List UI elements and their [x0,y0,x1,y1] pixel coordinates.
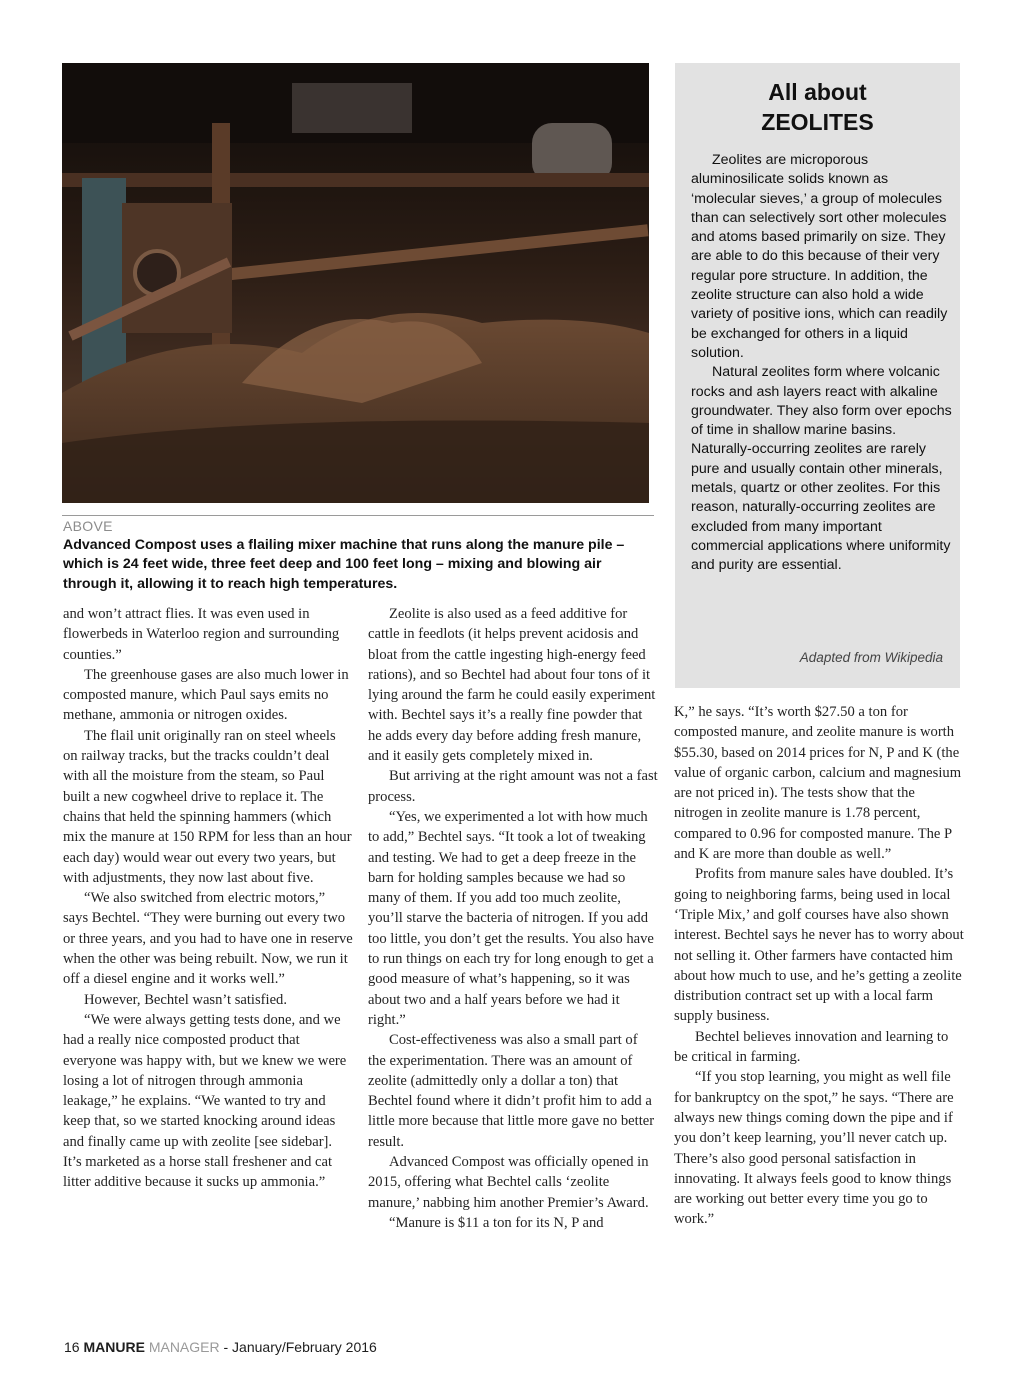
page-number: 16 [64,1339,80,1355]
caption-text: Advanced Compost uses a flailing mixer machine that runs along the manure pile – which is 24 feet wide, three feet deep and 100 feet long – mixing and blowing air through it, allowing it to reach high temperatures. [63,537,625,592]
paragraph: The greenhouse gases are also much lower in composted manure, which Paul says emits no methane, ammonia or nitrogen oxides. [63,666,349,724]
photo-caption [63,517,655,594]
article-column-2 [368,604,658,1233]
paragraph: Profits from manure sales have doubled. It’s going to neighboring farms, being used in local ‘Triple Mix,’ and golf courses have also shown interest. Bechtel says he never has to worry about not selling it. Other farmers have contacted him about how much to use, and he’s getting a zeolite distribution contract set up with a local farm supply business. [674,866,964,1025]
paragraph: Zeolite is also used as a feed additive for cattle in feedlots (it helps prevent acidosis and bloat from the cattle ingesting high-energy feed rations), and so Bechtel had about four tons of it lying around the farm he could easily experiment with. Bechtel says it’s a really fine powder that he adds every day before adding fresh manure, and it easily gets completely mixed in. [368,606,656,765]
page-footer [64,1339,377,1355]
compost-mixer-photo [62,63,649,503]
sidebar-credit: Adapted from Wikipedia [799,650,943,665]
paragraph: Bechtel believes innovation and learning to be critical in farming. [674,1028,949,1066]
sidebar-paragraph: Zeolites are microporous aluminosilicate solids known as ‘molecular sieves,’ a group of molecules than can selectively sort other molecules and atoms based primarily on size. They are able to do this because of their very regular pore structure. In addition, the zeolite structure can also hold a wide variety of positive ions, which can readily be exchanged for others in a liquid solution. [691,152,948,361]
sidebar-paragraph: Natural zeolites form where volcanic rocks and ash layers react with alkaline groundwater. They also form over epochs of time in shallow marine basins. Naturally-occurring zeolites are rarely pure and usually contain other minerals, metals, quartz or other zeolites. For this reason, naturally-occurring zeolites are excluded from many important commercial applications where uniformity and purity are essential. [691,364,952,574]
paragraph: The flail unit originally ran on steel wheels on railway tracks, but the tracks couldn’t deal with all the moisture from the steam, so Paul built a new cogwheel drive to replace it. The chains that held the spinning hammers (which mix the manure at 150 RPM for less than an hour each day) would wear out every two years, but with adjustments, they now last about five. [63,727,352,886]
issue-date: - January/February 2016 [223,1339,377,1355]
paragraph: “We were always getting tests done, and we had a really nice composted product that everyone was happy with, but we knew we were losing a lot of nitrogen through ammonia leakage,” he explains. “We wanted to try and keep that, so we started knocking around ideas and finally came up with zeolite [see sidebar]. It’s marketed as a horse stall freshener and cat litter additive because it sucks up ammonia.” [63,1011,347,1191]
zeolites-sidebar [675,63,960,688]
paragraph: K,” he says. “It’s worth $27.50 a ton for composted manure, and zeolite manure is worth $55.30, based on 2014 prices for N, P and K (the value of organic carbon, calcium and magnesium are not priced in). The tests show that the nitrogen in zeolite manure is 1.78 percent, compared to 0.96 for composted manure. The P and K are more than double as well.” [674,704,962,863]
article-column-3 [674,702,964,1230]
paragraph: “If you stop learning, you might as well file for bankruptcy on the spot,” he says. “There are always new things coming down the pipe and if you don’t keep learning, you’ll never catch up. There’s also good personal satisfaction in innovating. It always feels good to know things are working out better every time you go to work.” [674,1069,954,1228]
paragraph: However, Bechtel wasn’t satisfied. [84,991,287,1008]
magazine-brand-light: MANAGER [148,1339,220,1355]
sidebar-title [675,77,960,137]
caption-rule [62,515,654,516]
paragraph: But arriving at the right amount was not a fast process. [368,768,658,805]
paragraph: “Yes, we experimented a lot with how much to add,” Bechtel says. “It took a lot of tweaking and testing. We had to get a deep freeze in the barn for holding samples because we had so many of them. If you add too much zeolite, you’ll starve the bacteria of nitrogen. If you add too little, you don’t get the results. You also have to run things on each try for long enough to get a good measure of what’s happening, so it was about two and a half years before we had it right.” [368,808,654,1028]
article-column-1 [63,604,353,1193]
sidebar-title-line1: All about [768,79,867,105]
sidebar-body [691,151,953,576]
paragraph: “Manure is $11 a ton for its N, P and [389,1214,604,1231]
paragraph: Advanced Compost was officially opened in 2015, offering what Bechtel calls ‘zeolite manure,’ nabbing him another Premier’s Award. [368,1154,649,1211]
paragraph: “We also switched from electric motors,” says Bechtel. “They were burning out every two or three years, and you had to have one in reserve when the other was being rebuilt. Now, we run it off a diesel engine and it works well.” [63,890,353,988]
sidebar-title-line2: ZEOLITES [761,109,874,135]
paragraph: Cost-effectiveness was also a small part of the experimentation. There was an amount of zeolite (admittedly only a dollar a ton) that Bechtel found where it didn’t profit him to add a little more because that little more gave no better result. [368,1032,655,1150]
caption-label: ABOVE [63,518,113,534]
photo-illustration [62,63,649,503]
paragraph: and won’t attract flies. It was even used in flowerbeds in Waterloo region and surrounding counties.” [63,606,340,663]
magazine-brand-bold: MANURE [83,1339,145,1355]
